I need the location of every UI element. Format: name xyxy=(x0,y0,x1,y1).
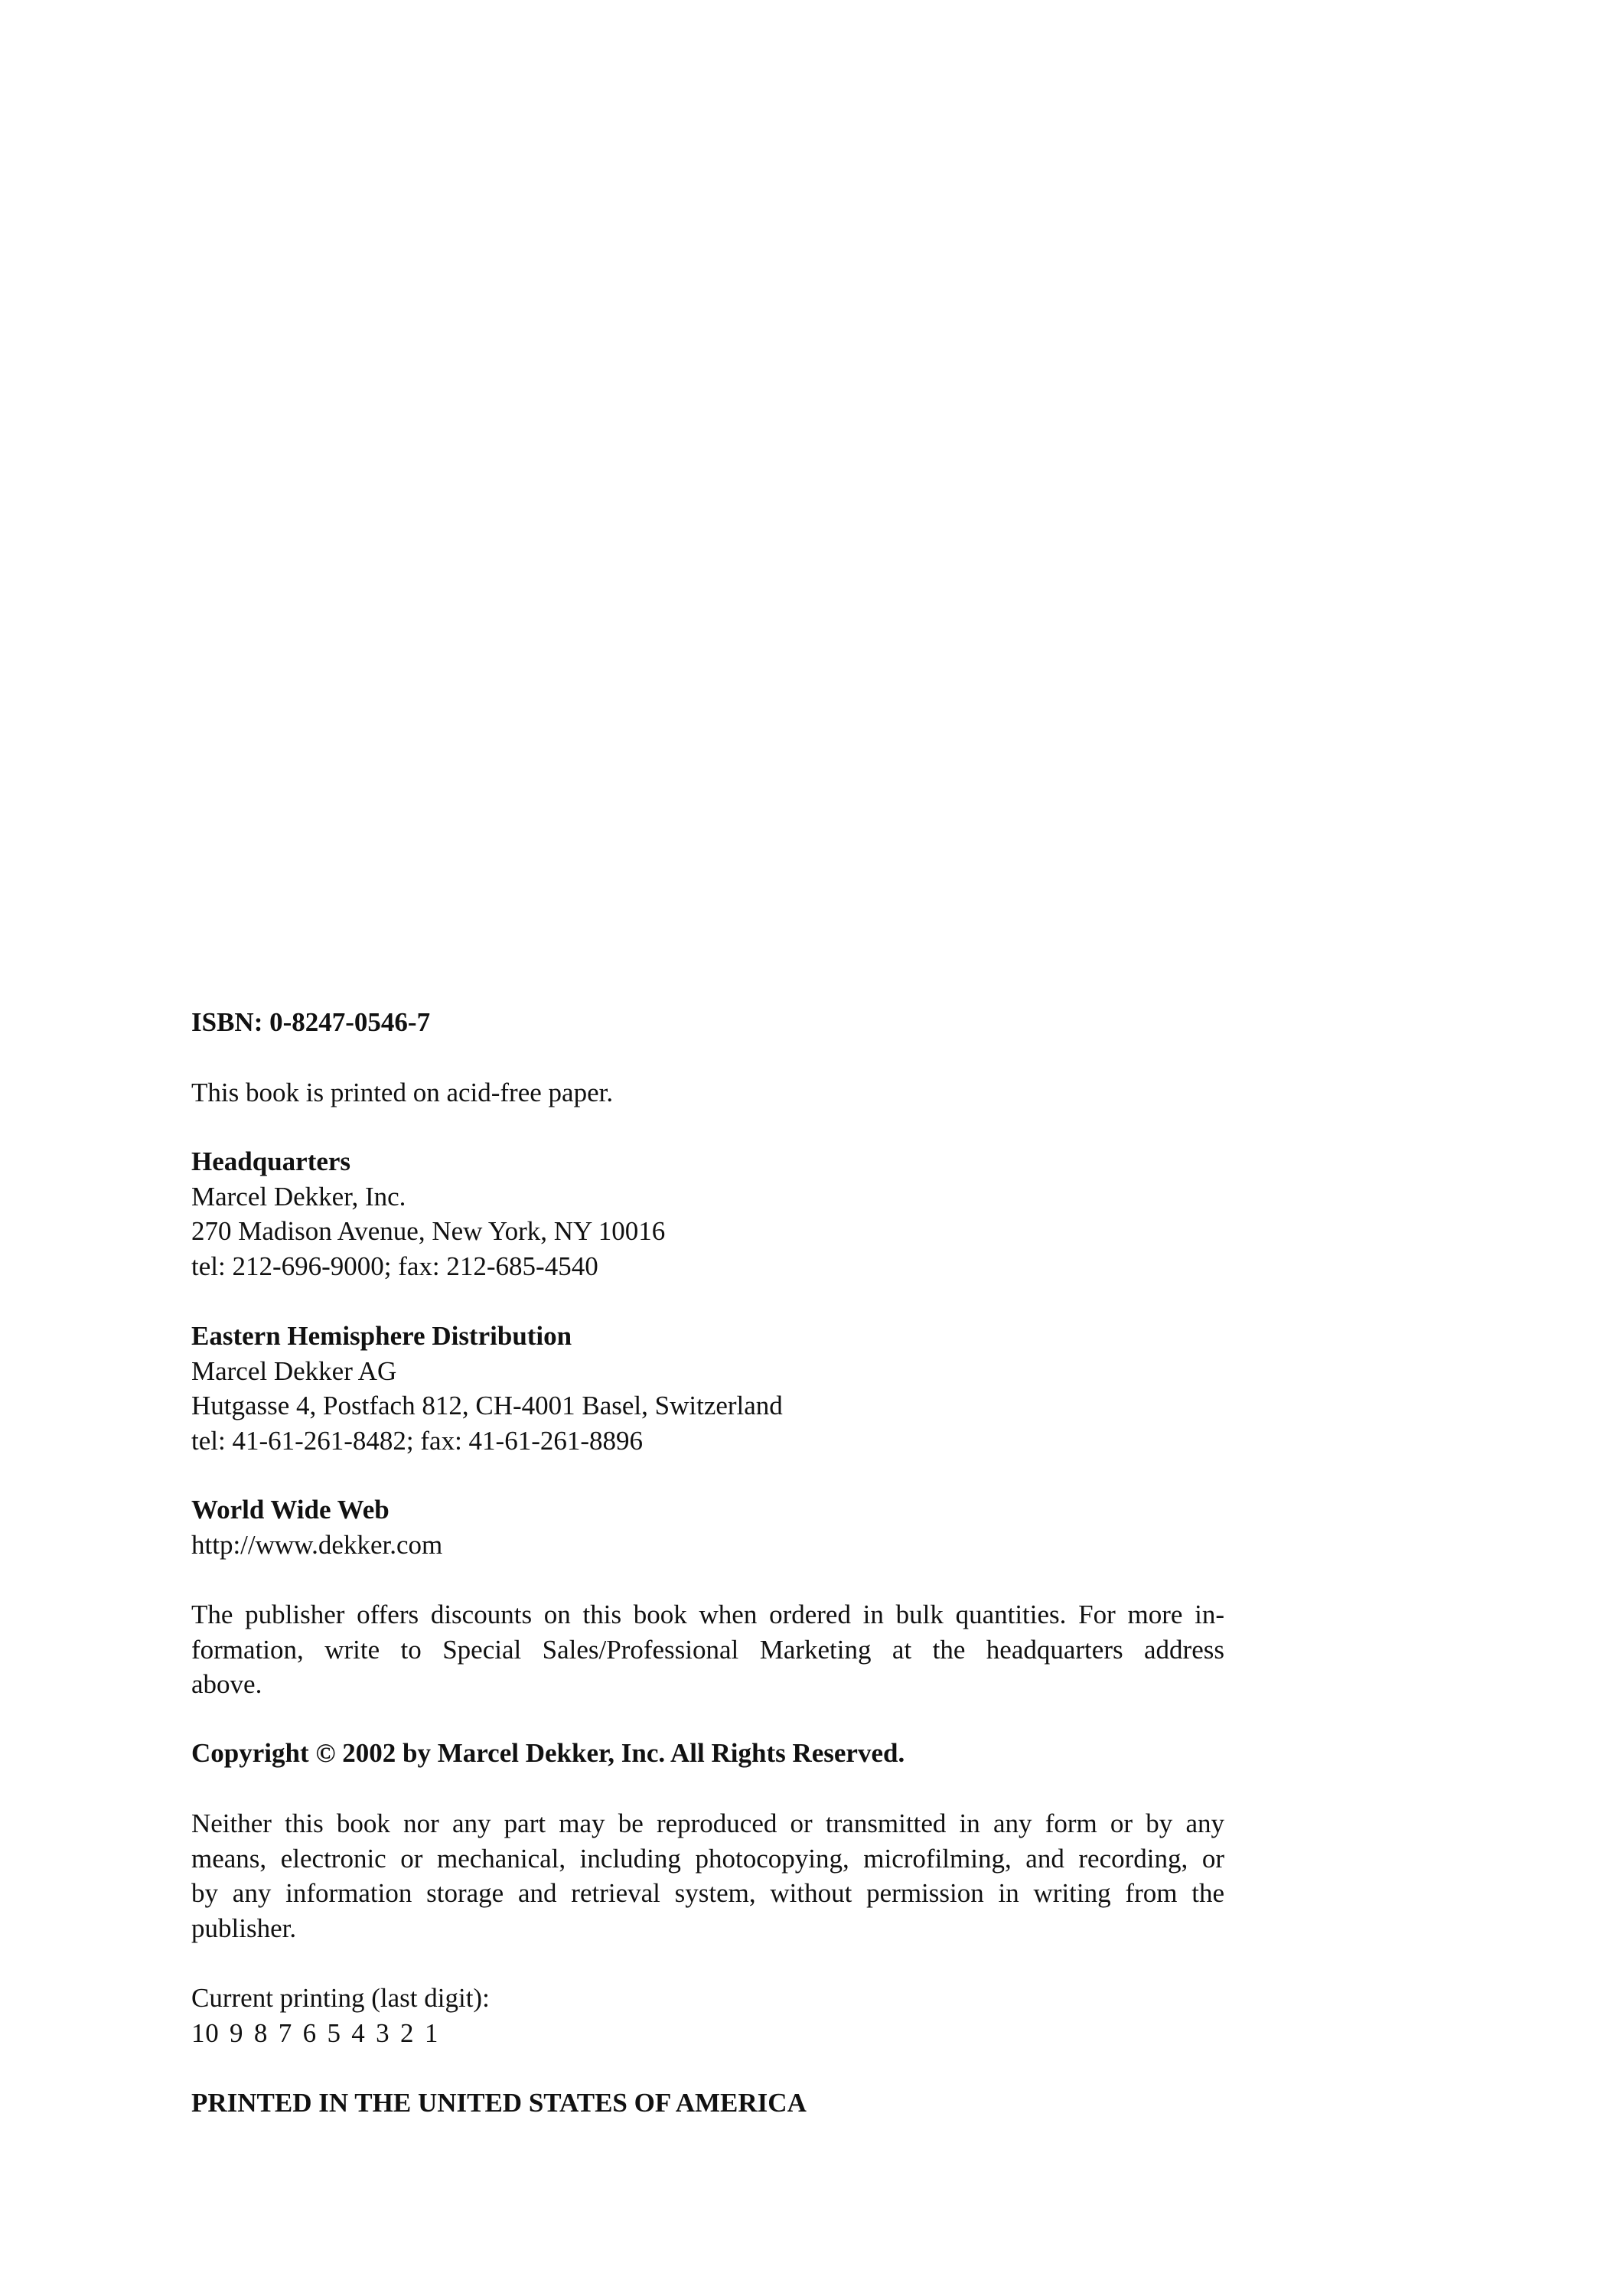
copyright-line xyxy=(191,1736,1224,1771)
rights-line-4: publisher. xyxy=(191,1913,297,1943)
eastern-distribution-address: Hutgasse 4, Postfach 812, CH-4001 Basel, Switzerland xyxy=(191,1391,783,1420)
headquarters-heading: Headquarters xyxy=(191,1146,351,1176)
eastern-distribution-phone-fax: tel: 41-61-261-8482; fax: 41-61-261-8896 xyxy=(191,1425,644,1456)
headquarters-section xyxy=(191,1144,1224,1283)
rights-paragraph xyxy=(191,1806,1224,1945)
eastern-distribution-company: Marcel Dekker AG xyxy=(191,1355,397,1386)
printing-digits: 10 9 8 7 6 5 4 3 2 1 xyxy=(191,2017,439,2048)
discount-line-1: The publisher offers discounts on this book when ordered in bulk quantities. For more in- xyxy=(191,1600,1224,1629)
printing-section xyxy=(191,1981,1224,2050)
rights-line-3: by any information storage and retrieval system, without permission in writing from the xyxy=(191,1878,1224,1908)
headquarters-company: Marcel Dekker, Inc. xyxy=(191,1181,406,1212)
eastern-distribution-section xyxy=(191,1319,1224,1458)
printing-label: Current printing (last digit): xyxy=(191,1983,490,2013)
rights-line-2: means, electronic or mechanical, including photocopying, microfilming, and recording, or xyxy=(191,1843,1224,1874)
web-section xyxy=(191,1492,1224,1562)
isbn-line xyxy=(191,1005,1224,1040)
printed-in-line xyxy=(191,2086,1224,2121)
web-heading: World Wide Web xyxy=(191,1495,390,1525)
headquarters-address: 270 Madison Avenue, New York, NY 10016 xyxy=(191,1216,666,1246)
discount-line-2: formation, write to Special Sales/Professional Marketing at the headquarters address xyxy=(191,1634,1224,1665)
copyright-text: Copyright © 2002 by Marcel Dekker, Inc. All Rights Reserved. xyxy=(191,1738,905,1768)
printed-in-text: PRINTED IN THE UNITED STATES OF AMERICA xyxy=(191,2088,807,2118)
acid-free-note xyxy=(191,1075,1224,1110)
headquarters-phone-fax: tel: 212-696-9000; fax: 212-685-4540 xyxy=(191,1251,598,1281)
rights-line-1: Neither this book nor any part may be reproduced or transmitted in any form or by any xyxy=(191,1808,1224,1838)
eastern-distribution-heading: Eastern Hemisphere Distribution xyxy=(191,1321,572,1351)
discount-paragraph xyxy=(191,1597,1224,1702)
isbn-text: ISBN: 0-8247-0546-7 xyxy=(191,1007,431,1037)
web-url: http://www.dekker.com xyxy=(191,1529,443,1560)
acid-free-text: This book is printed on acid-free paper. xyxy=(191,1078,614,1107)
discount-line-3: above. xyxy=(191,1669,262,1699)
